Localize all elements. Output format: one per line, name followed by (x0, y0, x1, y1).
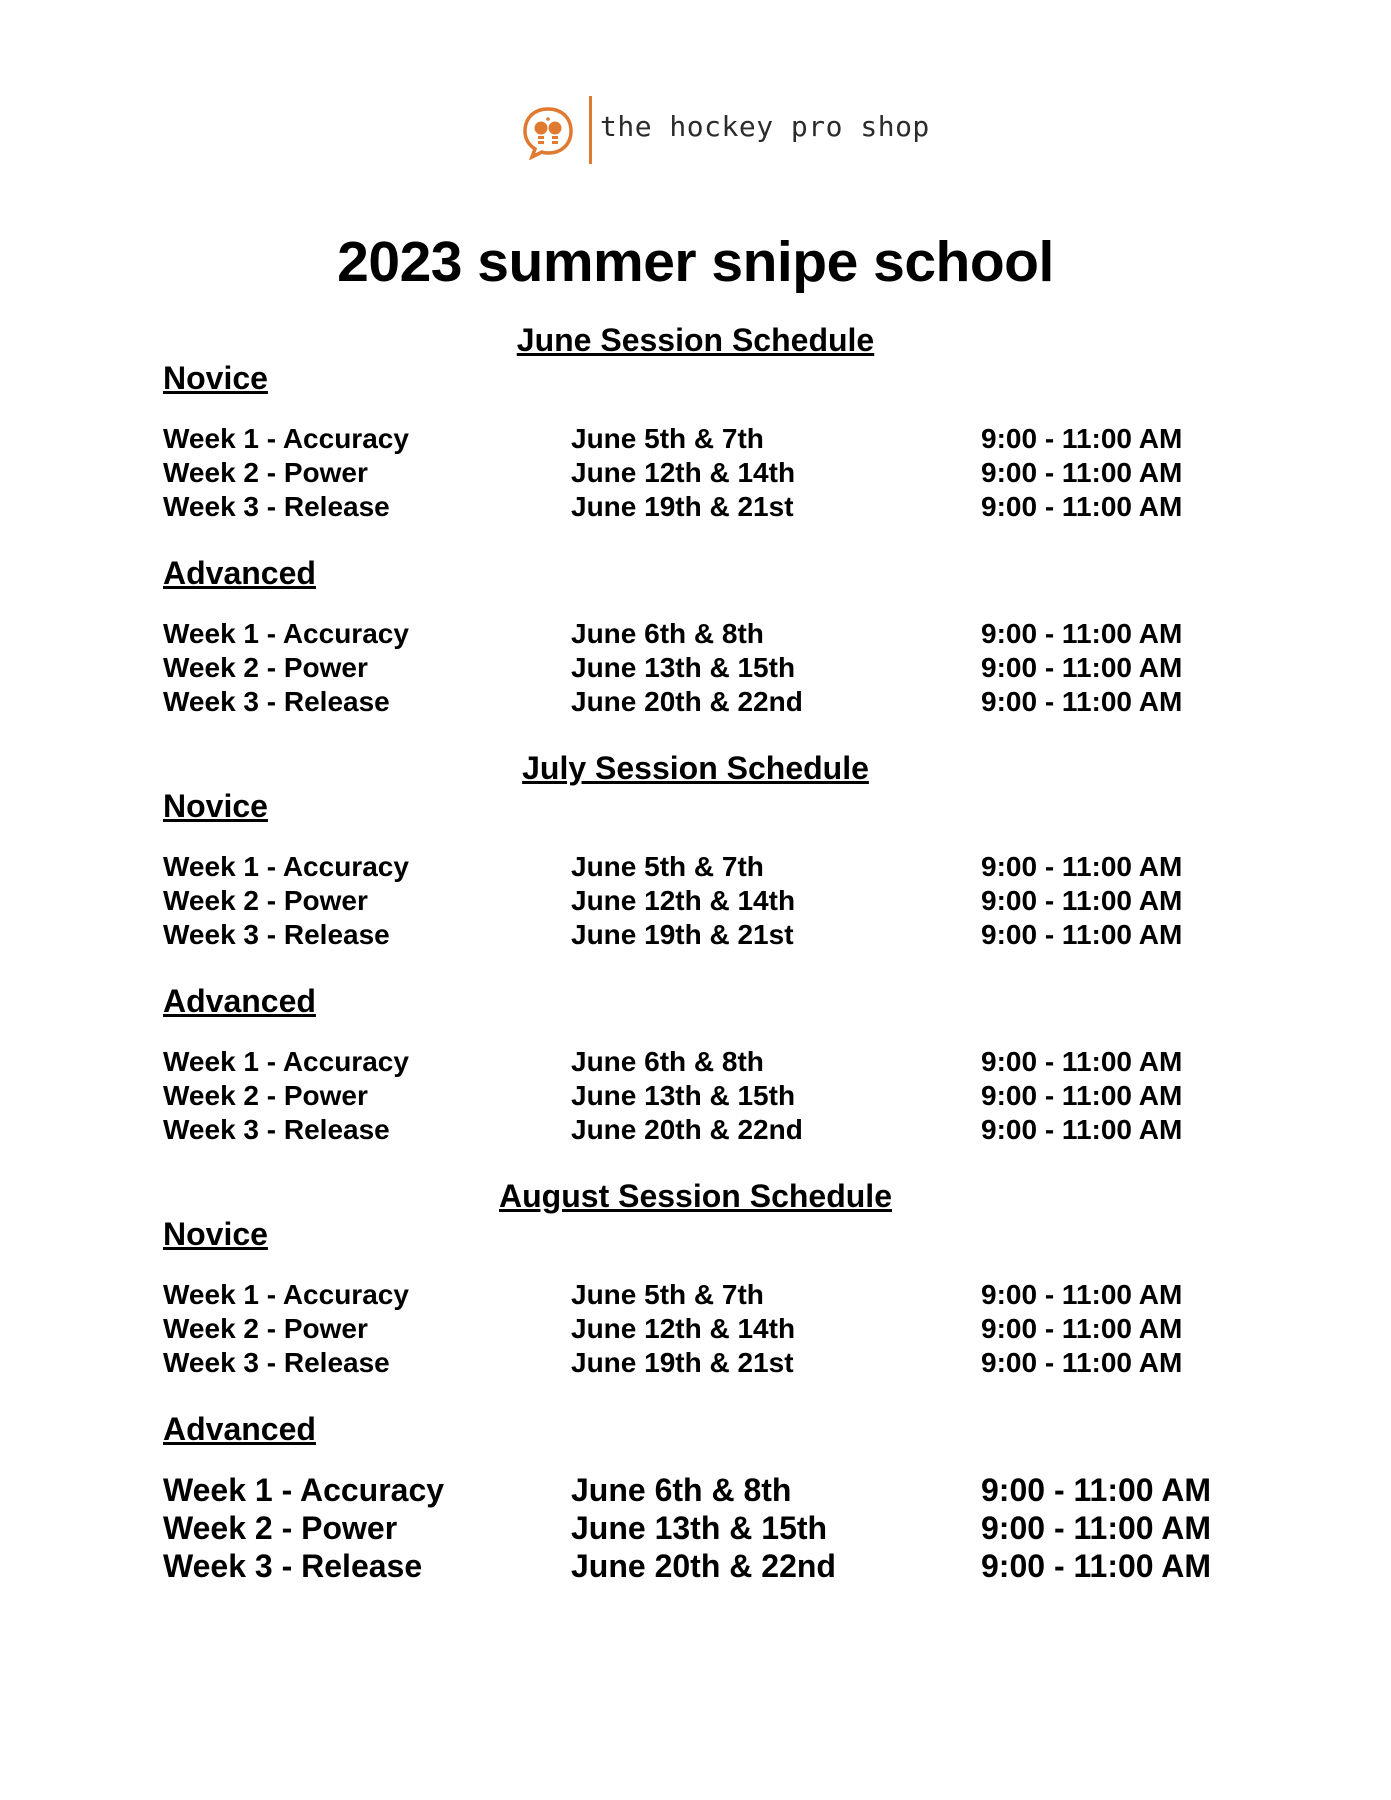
session-dates: June 5th & 7th (571, 851, 764, 882)
week-label: Week 2 - Power (163, 652, 368, 683)
week-label: Week 2 - Power (163, 885, 368, 916)
session-dates: June 13th & 15th (571, 652, 796, 683)
week-label: Week 1 - Accuracy (163, 1046, 409, 1077)
level-heading: Advanced (163, 983, 316, 1019)
week-label: Week 3 - Release (163, 919, 390, 950)
schedule-row (0, 918, 1391, 952)
schedule-row (0, 1547, 1391, 1585)
session-dates: June 5th & 7th (571, 423, 764, 454)
session-time: 9:00 - 11:00 AM (981, 885, 1183, 916)
schedule-row (0, 1471, 1391, 1509)
schedule-row (0, 1079, 1391, 1113)
session-time: 9:00 - 11:00 AM (981, 1472, 1212, 1508)
schedule-row (0, 490, 1391, 524)
session-title: July Session Schedule (522, 750, 869, 786)
week-label: Week 2 - Power (163, 1313, 368, 1344)
session-time: 9:00 - 11:00 AM (981, 851, 1183, 882)
week-label: Week 2 - Power (163, 457, 368, 488)
session-title: June Session Schedule (516, 322, 875, 358)
session-time: 9:00 - 11:00 AM (981, 618, 1183, 649)
session-time: 9:00 - 11:00 AM (981, 423, 1183, 454)
session-dates: June 20th & 22nd (571, 1548, 836, 1584)
session-dates: June 6th & 8th (571, 1046, 764, 1077)
session-time: 9:00 - 11:00 AM (981, 652, 1183, 683)
session-dates: June 12th & 14th (571, 457, 796, 488)
schedule-row (0, 1045, 1391, 1079)
schedule-row (0, 422, 1391, 456)
schedule-row (0, 1278, 1391, 1312)
week-label: Week 3 - Release (163, 686, 390, 717)
schedule-row (0, 884, 1391, 918)
session-time: 9:00 - 11:00 AM (981, 491, 1183, 522)
week-label: Week 3 - Release (163, 1347, 390, 1378)
schedule-row (0, 1346, 1391, 1380)
session-title: August Session Schedule (499, 1178, 892, 1214)
session-time: 9:00 - 11:00 AM (981, 1347, 1183, 1378)
schedule-row (0, 685, 1391, 719)
session-dates: June 19th & 21st (571, 1347, 794, 1378)
schedule-row (0, 651, 1391, 685)
session-dates: June 20th & 22nd (571, 686, 803, 717)
week-label: Week 1 - Accuracy (163, 1472, 445, 1508)
session-time: 9:00 - 11:00 AM (981, 1114, 1183, 1145)
week-label: Week 1 - Accuracy (163, 1279, 409, 1310)
level-heading: Novice (163, 360, 268, 396)
week-label: Week 3 - Release (163, 491, 390, 522)
level-heading: Novice (163, 1216, 268, 1252)
session-dates: June 19th & 21st (571, 491, 794, 522)
session-time: 9:00 - 11:00 AM (981, 457, 1183, 488)
session-dates: June 13th & 15th (571, 1080, 796, 1111)
level-heading: Novice (163, 788, 268, 824)
session-dates: June 12th & 14th (571, 885, 796, 916)
schedule-row (0, 617, 1391, 651)
schedule-row (0, 1312, 1391, 1346)
session-dates: June 12th & 14th (571, 1313, 796, 1344)
session-time: 9:00 - 11:00 AM (981, 1510, 1212, 1546)
session-time: 9:00 - 11:00 AM (981, 1046, 1183, 1077)
brand-name: the hockey pro shop (600, 110, 930, 143)
session-dates: June 6th & 8th (571, 1472, 792, 1508)
week-label: Week 3 - Release (163, 1548, 423, 1584)
week-label: Week 1 - Accuracy (163, 423, 409, 454)
session-dates: June 5th & 7th (571, 1279, 764, 1310)
week-label: Week 3 - Release (163, 1114, 390, 1145)
level-heading: Advanced (163, 1411, 316, 1447)
week-label: Week 1 - Accuracy (163, 618, 409, 649)
session-time: 9:00 - 11:00 AM (981, 919, 1183, 950)
session-dates: June 20th & 22nd (571, 1114, 803, 1145)
schedule-row (0, 850, 1391, 884)
week-label: Week 2 - Power (163, 1080, 368, 1111)
session-dates: June 6th & 8th (571, 618, 764, 649)
level-heading: Advanced (163, 555, 316, 591)
session-dates: June 13th & 15th (571, 1510, 828, 1546)
session-time: 9:00 - 11:00 AM (981, 1313, 1183, 1344)
schedule-row (0, 456, 1391, 490)
session-time: 9:00 - 11:00 AM (981, 1080, 1183, 1111)
schedule-row (0, 1509, 1391, 1547)
schedule-row (0, 1113, 1391, 1147)
week-label: Week 1 - Accuracy (163, 851, 409, 882)
session-time: 9:00 - 11:00 AM (981, 1548, 1212, 1584)
session-time: 9:00 - 11:00 AM (981, 686, 1183, 717)
session-time: 9:00 - 11:00 AM (981, 1279, 1183, 1310)
week-label: Week 2 - Power (163, 1510, 398, 1546)
page-title: 2023 summer snipe school (337, 230, 1054, 294)
session-dates: June 19th & 21st (571, 919, 794, 950)
